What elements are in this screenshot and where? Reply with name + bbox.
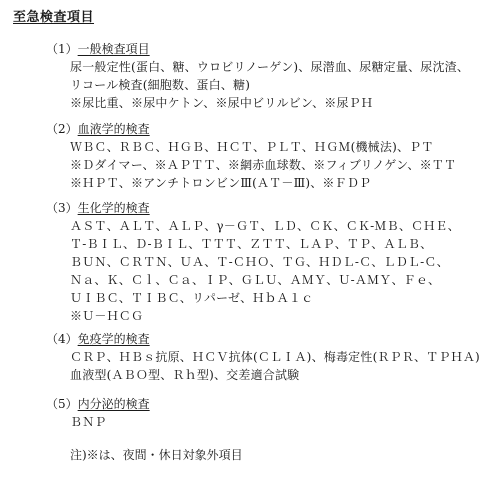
section-name: 免疫学的検査 — [77, 332, 150, 346]
section-number: （5） — [46, 397, 78, 411]
section-heading — [46, 41, 150, 57]
section-line: ＷＢＣ、ＲＢＣ、ＨＧＢ、ＨＣＴ、ＰＬＴ、ＨＧＭ(機械法)、ＰＴ — [70, 140, 434, 154]
section-number: （2） — [46, 122, 78, 136]
section-name: 血液学的検査 — [77, 122, 150, 136]
section-line: ＵＩＢＣ、ＴＩＢＣ、リパーゼ、ＨｂＡ１ｃ — [70, 291, 314, 305]
section-line: ※ＨＰＴ、※アンチトロンビンⅢ(ＡＴ－Ⅲ)、※ＦＤＰ — [70, 176, 372, 190]
footnote: 注)※は、夜間・休日対象外項目 — [70, 448, 243, 462]
section-name: 生化学的検査 — [77, 201, 150, 215]
section-line: 尿一般定性(蛋白、糖、ウロビリノーゲン)、尿潜血、尿糖定量、尿沈渣、 — [70, 60, 470, 74]
section-line: Ｔ-ＢＩＬ、Ｄ-ＢＩＬ、ＴＴＴ、ＺＴＴ、ＬＡＰ、ＴＰ、ＡＬＢ、 — [70, 237, 433, 251]
section-heading — [46, 396, 150, 412]
section-line: ＣＲＰ、ＨＢｓ抗原、ＨＣＶ抗体(ＣＬＩＡ)、梅毒定性(ＲＰＲ、ＴＰＨＡ) — [70, 350, 480, 364]
section-name: 一般検査項目 — [77, 42, 150, 56]
section-line: ※尿比重、※尿中ケトン、※尿中ビリルビン、※尿ＰＨ — [70, 96, 374, 110]
section-heading — [46, 200, 150, 216]
section-line: ※Ｄダイマー、※ＡＰＴＴ、※網赤血球数、※フィブリノゲン、※ＴＴ — [70, 158, 457, 172]
section-line: ※Ｕ－ＨＣＧ — [70, 309, 144, 323]
section-line: リコール検査(細胞数、蛋白、糖) — [70, 78, 251, 92]
section-heading — [46, 331, 150, 347]
section-line: Ｎａ、Ｋ、Ｃｌ、Ｃａ、ＩＰ、ＧＬＵ、ＡＭＹ、Ｕ-ＡＭＹ、Ｆｅ、 — [70, 273, 441, 287]
section-number: （4） — [46, 332, 78, 346]
section-line: 血液型(ＡＢＯ型、Ｒｈ型)、交差適合試験 — [70, 368, 300, 382]
page-title: 至急検査項目 — [13, 10, 95, 25]
section-line: ＢＵＮ、ＣＲＴＮ、ＵＡ、Ｔ-ＣＨＯ、ＴＧ、ＨＤＬ-Ｃ、ＬＤＬ-Ｃ、 — [70, 255, 449, 269]
section-heading — [46, 121, 150, 137]
section-number: （1） — [46, 42, 78, 56]
section-number: （3） — [46, 201, 78, 215]
section-line: ＡＳＴ、ＡＬＴ、ＡＬＰ、γ－ＧＴ、ＬＤ、ＣＫ、ＣＫ-ＭＢ、ＣＨＥ、 — [70, 219, 460, 233]
section-line: ＢＮＰ — [70, 415, 107, 429]
section-name: 内分泌的検査 — [77, 397, 150, 411]
